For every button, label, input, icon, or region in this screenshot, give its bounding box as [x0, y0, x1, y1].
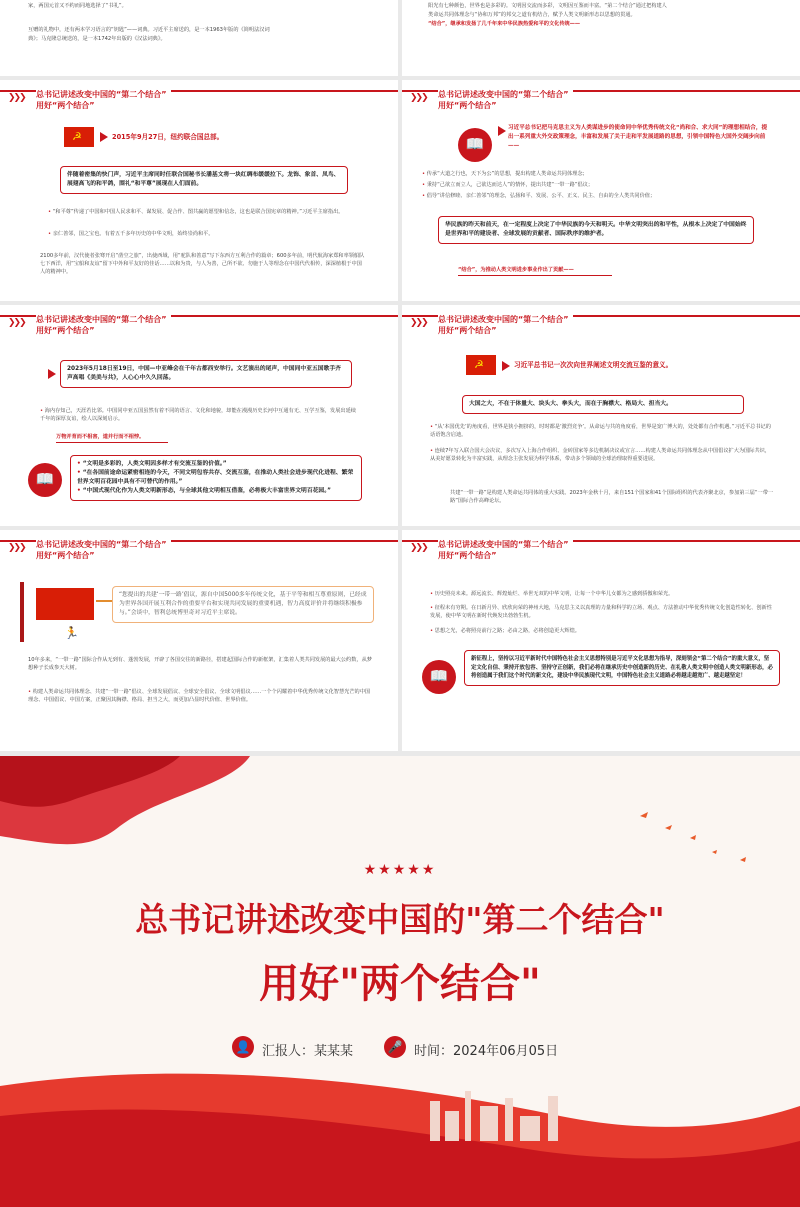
- cover-slide: [0, 756, 800, 1207]
- reader-icon: 📖: [458, 128, 492, 162]
- slide-subtitle: 用好“两个结合”: [438, 551, 497, 560]
- underline: [56, 442, 168, 443]
- text-line: 家，两国元首又不约而同地选择了“书礼”。: [28, 3, 127, 9]
- paragraph: 共建“一带一路”是构建人类命运共同体的重大实践。2023年金秋十月，来自151个国家和41个国际组织的代表齐聚北京，参加第三届“一带一路”国际合作高峰论坛。: [450, 490, 774, 504]
- chevrons-icon: ❯❯❯: [410, 318, 427, 328]
- slide-header: [0, 305, 398, 339]
- slide-header: [402, 80, 800, 114]
- slide-6: [402, 530, 800, 751]
- bullet-text: • 亲仁善邻，国之宝也。有着五千多年历史的中华文明，始终崇尚和平。: [48, 231, 214, 237]
- quote-box: “您提出的共建‘一带一路’倡议，源自中国5000多年传统文化，基于平等和相互尊重原则，已经成为世界各国开展互利合作的重要平台和实现共同发展的重要机遇，智力高度评价并将继续积极参与。”会谈中，智利总统博里奇对习近平主席说。: [112, 586, 374, 623]
- party-flag-icon: ☭: [64, 127, 94, 147]
- microphone-icon: 🎤: [384, 1036, 406, 1058]
- text-line: “结合”，继承和发扬了几千年来中华民族热爱和平的文化传统——: [428, 21, 581, 27]
- slide-subtitle: 用好“两个结合”: [438, 326, 497, 335]
- triangle-icon: [48, 369, 56, 379]
- quote: • “中国式现代化作为人类文明新形态，与全球其他文明相互借鉴，必将极大丰富世界文明百花园。”: [77, 488, 331, 494]
- chevrons-icon: ❯❯❯: [8, 93, 25, 103]
- slide-header: [402, 530, 800, 564]
- bullet-text: • 历史照亮未来。源远流长、辉煌灿烂、举世无双的中华文明，让每一个中华儿女都为之感到骄傲和荣光。: [430, 591, 674, 597]
- slide-subtitle: 用好“两个结合”: [36, 551, 95, 560]
- highlight-box: 华民族的昨天和前天，在一定程度上决定了中华民族的今天和明天。中华文明突出的和平性，从根本上决定了中国始终是世界和平的建设者、全球发展的贡献者、国际秩序的维护者。: [438, 216, 754, 244]
- text-line: 互赠的礼物中，还有两本学习语言的“钥匙”——词典。习近平主席送的，是一本1963年版的《简明法汉词: [28, 27, 270, 33]
- slide-partial-right: [402, 0, 800, 76]
- underline: [458, 275, 612, 276]
- chevrons-icon: ❯❯❯: [8, 318, 25, 328]
- reporter-label: 汇报人：某某某: [262, 1044, 354, 1059]
- paragraph: • 海内存知己，天涯若比邻。中国同中亚五国虽然有着不同的语言、文化和地貌，却能在漫漫历史长河中互通有无、互学互鉴，发展出延续千年的深厚友谊，绘人以深刻启示。: [40, 408, 356, 422]
- triangle-icon: [502, 361, 510, 371]
- paragraph: 2100多年前，汉代使者张骞开启“凿空之旅”，出使西域，用“驼队和善意”写下东西方互利合作的篇章；600多年前，明代航海家郑和率领船队七下西洋，用“宝船和友谊”留下中外和平友好的佳话……以和为贵，与人为善，己所不欲、勿施于人等理念在中国代代相传，深深植根于中国人的精神中。: [40, 253, 365, 275]
- reader-icon: 📖: [28, 463, 62, 497]
- bullet-text: • 思想之光，必将照亮前行之路；必由之路，必将创造更大辉煌。: [430, 628, 580, 634]
- highlight-box: 大国之大，不在于体量大、块头大、拳头大，而在于胸襟大、格局大、担当大。: [462, 395, 744, 414]
- slide-header: [0, 80, 398, 114]
- paragraph: 10年多来，“一带一路”国际合作从无到有、蓬勃发展，开辟了各国交往的新路径，搭建起国际合作的新框架，汇集着人类共同发展的最大公约数，从梦想种子长成参天大树。: [28, 657, 372, 671]
- birds: [640, 812, 746, 862]
- slide-title: 总书记讲述改变中国的“第二个结合”: [36, 89, 171, 100]
- slide-5: [0, 530, 398, 751]
- date-headline: 2015年9月27日，纽约联合国总部。: [112, 133, 224, 141]
- slide-title: 总书记讲述改变中国的“第二个结合”: [438, 89, 573, 100]
- slide-header: [0, 530, 398, 564]
- chevrons-icon: ❯❯❯: [8, 543, 25, 553]
- cover-subtitle: 用好"两个结合": [259, 961, 541, 1007]
- quote-box: [70, 455, 362, 501]
- lead-text: 习近平总书记把马克思主义为人类谋进步的使命同中华优秀传统文化“尚和合、求大同”的理想相结合，提出一系列重大外交政策理念，丰富和发展了关于走和平发展道路的思想，引领中国特色大国外交阔步向前——: [508, 125, 768, 149]
- chevrons-icon: ❯❯❯: [410, 93, 427, 103]
- runner-icon: 🏃: [64, 626, 79, 640]
- quote: • “在各国前途命运紧密相连的今天，不同文明包容共存、交流互鉴，在推动人类社会进步现代化进程、繁荣世界文明百花园中具有不可替代的作用。”: [77, 470, 354, 485]
- headline: 习近平总书记一次次向世界阐述文明交流互鉴的意义。: [514, 361, 673, 369]
- bullet-text: • 征程未有穷期。在日新月异、欣欣向荣的神州大地，马克思主义以真理的力量和科学的立场、观点、方法推动中华优秀传统文化创造性转化、创新性发展，使中华文明在新时代焕发出勃勃生机。: [430, 605, 772, 619]
- orange-arrow: [96, 600, 112, 602]
- triangle-icon: [498, 126, 506, 136]
- highlight-box: 新征程上，坚持以习近平新时代中国特色社会主义思想特别是习近平文化思想为指导，深刻领会“第二个结合”的重大意义，坚定文化自信、秉持开放包容、坚持守正创新，我们必将在继承历史中创造新的历史、在礼敬人类文明中创造人类文明新形态，必将创造属于我们这个时代的新文化，建设中华民族现代文明，中国特色社会主义道路必将越走越宽广、越走越坚定！: [464, 650, 780, 686]
- cover-title: 总书记讲述改变中国的"第二个结合": [135, 900, 665, 939]
- bullet-text: • “从‘本国优先’的角度看，世界是狭小拥挤的，时时都是‘激烈竞争’。从命运与共的角度看，世界是宽广博大的，处处都有合作机遇。”习近平总书记的话语饱含启迪。: [430, 424, 771, 438]
- party-flag-icon: ☭: [466, 355, 496, 375]
- person-icon: 👤: [232, 1036, 254, 1058]
- highlight-box: 2023年5月18日至19日，中国—中亚峰会在千年古都西安举行。文艺演出的尾声，中国同中亚五国歌手齐声高唱《美美与共》，人心心中久久回荡。: [60, 360, 352, 388]
- slide-title: 总书记讲述改变中国的“第二个结合”: [438, 314, 573, 325]
- flag-banner: [36, 588, 94, 620]
- bullet-text: • 构建人类命运共同体理念、共建“一带一路”倡议、全球发展倡议、全球安全倡议、全球文明倡议……一个个闪耀着中华优秀传统文化智慧光芒的中国理念、中国倡议、中国方案，正聚因其胸襟、格局、担当之大，而更加凸显时代价值、世界价值。: [28, 689, 371, 703]
- date-label: 时间：2024年06月05日: [414, 1044, 559, 1059]
- slide-header: [402, 305, 800, 339]
- text-line: 类命运共同体理念与“协和万邦”的邦交之道有机结合，赋予人类文明新形态以思想的贯通。: [428, 12, 636, 18]
- text-line: 典》；马克隆总统送的，是一本1742年出版的《汉法词典》。: [28, 36, 166, 42]
- slide-1: [0, 80, 398, 301]
- slide-title: 总书记讲述改变中国的“第二个结合”: [438, 539, 573, 550]
- slide-title: 总书记讲述改变中国的“第二个结合”: [36, 314, 171, 325]
- slide-subtitle: 用好“两个结合”: [36, 326, 95, 335]
- slide-title: 总书记讲述改变中国的“第二个结合”: [36, 539, 171, 550]
- slide-subtitle: 用好“两个结合”: [36, 101, 95, 110]
- reader-icon: 📖: [422, 660, 456, 694]
- list-item: • 倡导“讲信修睦、亲仁善邻”的理念，弘扬和平、发展、公平、正义、民主、自由的全人类共同价值；: [422, 193, 656, 199]
- quote: • “文明是多彩的，人类文明因多样才有交流互鉴的价值。”: [77, 461, 227, 467]
- highlight-box: 伴随着密集的快门声，习近平主席同时任联合国秘书长潘基文将一块红绸布缓缓拉下。龙饰、象首、凤鸟、展翅高飞的和平鸽，围礼“和平尊”展现在人们面前。: [60, 166, 348, 194]
- list-item: • 秉持“己欲立而立人，己欲达而达人”的情怀，提出共建“一带一路”倡议；: [422, 182, 594, 188]
- list-item: • 传承“大道之行也，天下为公”的思想，提出构建人类命运共同体理念；: [422, 171, 588, 177]
- slide-partial-left: [0, 0, 398, 76]
- footer-text: “结合”，为推动人类文明进步事业作出了贡献——: [458, 267, 574, 273]
- bullet-text: • “和平尊”传递了中国和中国人民求和平、谋发展、促合作、图共赢的愿望和信念，这也是联合国宪章的精神。”习近平主席指出。: [48, 209, 344, 215]
- chevrons-icon: ❯❯❯: [410, 543, 427, 553]
- stars-decoration: ★★★★★: [363, 862, 437, 878]
- slide-3: [0, 305, 398, 526]
- slide-4: [402, 305, 800, 526]
- red-line: 万物并育而不相害，道并行而不相悖。: [56, 434, 145, 440]
- bullet-text: • 连续7年写入联合国大会决议，多次写入上海合作组织、金砖国家等多边机制决议或宣言……构建人类命运共同体理念从中国倡议扩大为国际共识，从美好愿景转化为丰富实践，从理念主张发展为科学体系，带动多个领域的全球治理取得重要进展。: [430, 448, 771, 462]
- triangle-icon: [100, 132, 108, 142]
- text-line: 阳光有七种颜色，世界也是多彩的。文明因交流而多彩，文明因互鉴而丰富。“第二个结合”通过把构建人: [428, 3, 667, 9]
- slide-2: [402, 80, 800, 301]
- slide-subtitle: 用好“两个结合”: [438, 101, 497, 110]
- flag-illustration: [20, 582, 24, 642]
